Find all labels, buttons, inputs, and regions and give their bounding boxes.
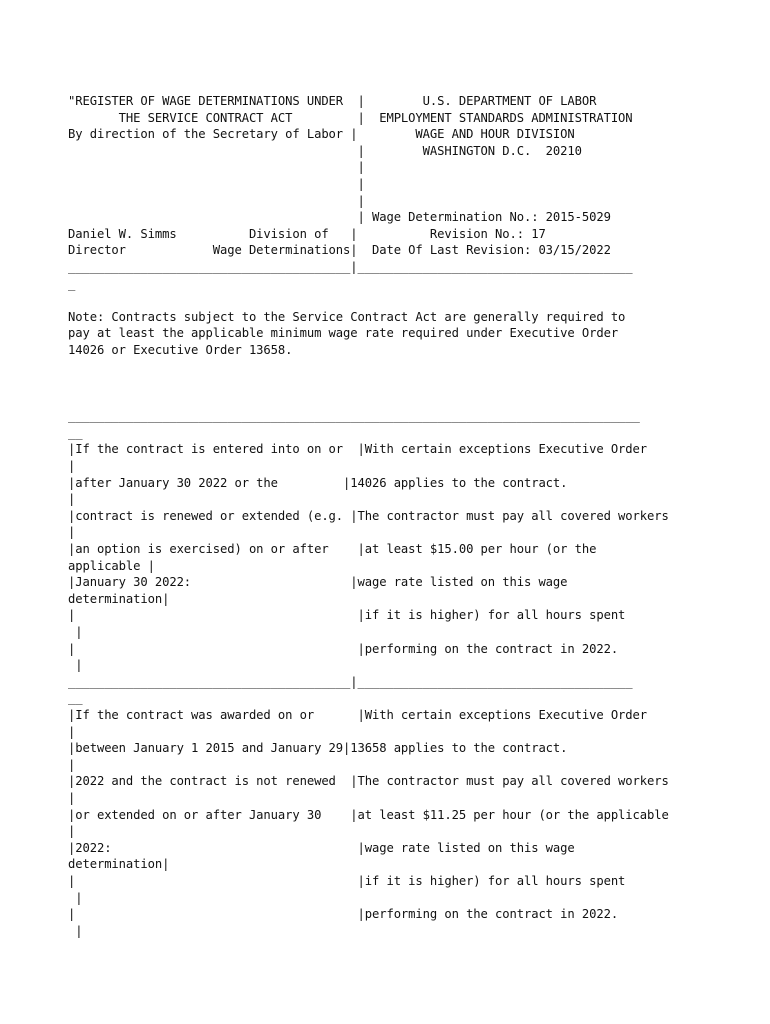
document-line: |an option is exercised) on or after |at least $15.00 per hour (or the bbox=[68, 542, 597, 557]
document-line: "REGISTER OF WAGE DETERMINATIONS UNDER | U.S. DEPARTMENT OF LABOR bbox=[68, 94, 597, 108]
document-line: Daniel W. Simms Division of | Revision No.: 17 bbox=[68, 226, 546, 241]
document-line: | bbox=[68, 459, 76, 474]
document-line: |If the contract is entered into on or |With certain exceptions Executive Order bbox=[68, 442, 648, 457]
document-line: | bbox=[68, 525, 76, 540]
document-line: | bbox=[68, 824, 76, 839]
document-line: applicable | bbox=[68, 558, 155, 573]
document-line: __ bbox=[68, 425, 83, 440]
document-line: | |performing on the contract in 2022. bbox=[68, 641, 619, 656]
document-line: | bbox=[68, 658, 83, 673]
document-line: 14026 or Executive Order 13658. bbox=[68, 342, 293, 357]
document-line: | bbox=[68, 890, 83, 905]
document-line: |If the contract was awarded on or |With certain exceptions Executive Order bbox=[68, 707, 648, 722]
document-line: |between January 1 2015 and January 29|13658 applies to the contract. bbox=[68, 741, 568, 756]
document-line: | bbox=[68, 625, 83, 639]
document-line: |January 30 2022: |wage rate listed on this wage bbox=[68, 575, 568, 590]
document-line: Director Wage Determinations| Date Of Last Revision: 03/15/2022 bbox=[68, 243, 611, 258]
wage-determination-document bbox=[68, 93, 748, 939]
document-line: | bbox=[68, 923, 83, 938]
document-line: | bbox=[68, 176, 365, 191]
document-line: | bbox=[68, 492, 76, 507]
document-line bbox=[68, 375, 748, 392]
document-line: | |if it is higher) for all hours spent bbox=[68, 873, 626, 888]
document-line: _______________________________________|______________________________________ bbox=[68, 674, 633, 689]
document-line: | bbox=[68, 193, 365, 208]
document-line: |2022 and the contract is not renewed |The contractor must pay all covered workers bbox=[68, 774, 669, 789]
document-line: | WASHINGTON D.C. 20210 bbox=[68, 143, 582, 158]
document-line: THE SERVICE CONTRACT ACT | EMPLOYMENT STANDARDS ADMINISTRATION bbox=[68, 110, 633, 125]
document-line: | |performing on the contract in 2022. bbox=[68, 907, 619, 922]
document-line: | bbox=[68, 724, 76, 739]
document-line: pay at least the applicable minimum wage rate required under Executive Order bbox=[68, 326, 619, 341]
document-line: | |if it is higher) for all hours spent bbox=[68, 608, 626, 623]
document-line: determination| bbox=[68, 857, 170, 872]
document-line bbox=[68, 392, 748, 409]
document-line: _______________________________________|______________________________________ bbox=[68, 259, 633, 274]
document-line: | bbox=[68, 160, 365, 175]
document-line: _______________________________________________________________________________ bbox=[68, 409, 640, 424]
document-line: Note: Contracts subject to the Service Contract Act are generally required to bbox=[68, 309, 626, 324]
document-line bbox=[68, 359, 748, 376]
document-line: __ bbox=[68, 691, 83, 706]
document-line: | bbox=[68, 790, 76, 805]
document-line: | Wage Determination No.: 2015-5029 bbox=[68, 210, 611, 225]
document-line: |contract is renewed or extended (e.g. |The contractor must pay all covered workers bbox=[68, 508, 669, 523]
document-line: _ bbox=[68, 276, 76, 291]
document-line: |after January 30 2022 or the |14026 applies to the contract. bbox=[68, 475, 568, 490]
document-line: By direction of the Secretary of Labor | WAGE AND HOUR DIVISION bbox=[68, 127, 575, 142]
document-line bbox=[68, 292, 748, 309]
document-line: |2022: |wage rate listed on this wage bbox=[68, 840, 575, 855]
document-line: |or extended on or after January 30 |at least $11.25 per hour (or the applicable bbox=[68, 807, 669, 822]
document-line: determination| bbox=[68, 591, 170, 606]
document-line: | bbox=[68, 757, 76, 772]
